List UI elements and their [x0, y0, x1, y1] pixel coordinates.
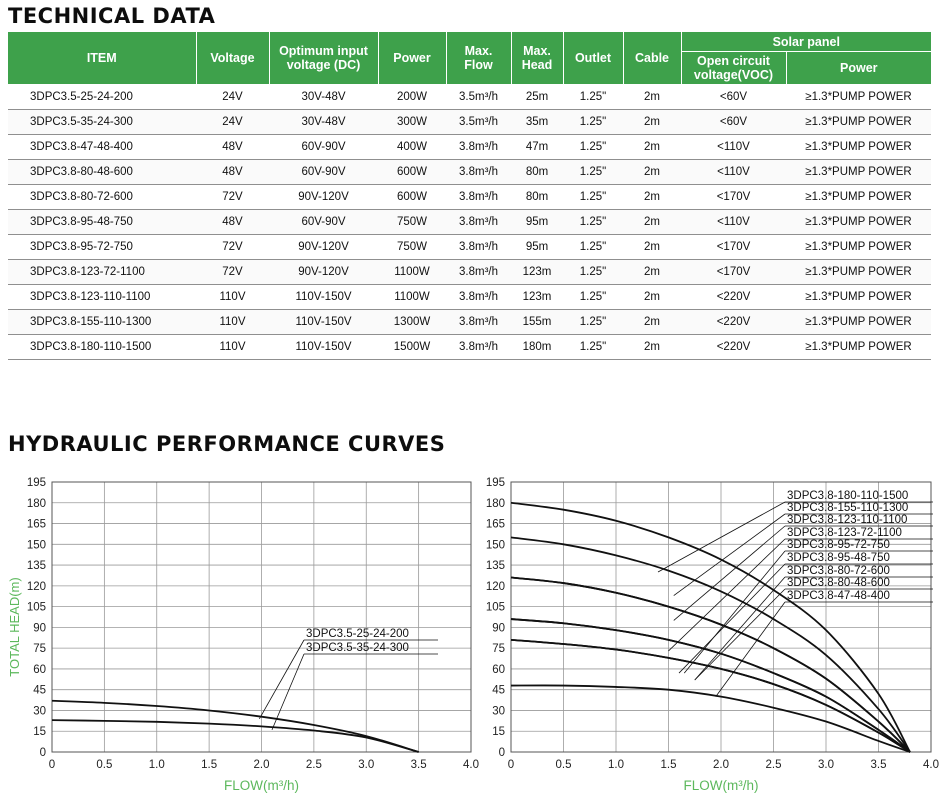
y-tick-label: 180 — [26, 497, 46, 510]
cell-head: 123m — [511, 285, 563, 310]
x-tick-label: 2.5 — [305, 759, 322, 771]
x-axis-title: FLOW(m³/h) — [224, 778, 299, 793]
cell-input: 60V-90V — [269, 135, 378, 160]
cell-flow: 3.8m³/h — [446, 185, 511, 210]
series-label: 3DPC3.5-35-24-300 — [306, 642, 409, 654]
cell-panel: ≥1.3*PUMP POWER — [786, 260, 931, 285]
cell-outlet: 1.25" — [563, 135, 623, 160]
cell-voc: <60V — [681, 85, 786, 110]
y-tick-label: 150 — [26, 539, 46, 552]
table-row — [8, 335, 931, 360]
cell-item: 3DPC3.5-35-24-300 — [8, 110, 196, 135]
cell-power: 600W — [378, 160, 446, 185]
cell-outlet: 1.25" — [563, 160, 623, 185]
cell-item: 3DPC3.8-180-110-1500 — [8, 335, 196, 360]
x-tick-label: 2.0 — [713, 759, 729, 771]
cell-power: 750W — [378, 235, 446, 260]
cell-voltage: 110V — [196, 335, 269, 360]
series-label: 3DPC3.8-155-110-1300 — [787, 502, 909, 514]
table-row — [8, 235, 931, 260]
x-tick-label: 1.0 — [608, 759, 624, 771]
cell-panel: ≥1.3*PUMP POWER — [786, 110, 931, 135]
performance-chart-small — [0, 470, 479, 800]
cell-head: 123m — [511, 260, 563, 285]
cell-outlet: 1.25" — [563, 185, 623, 210]
cell-item: 3DPC3.8-123-110-1100 — [8, 285, 196, 310]
col-header-cable: Cable — [623, 32, 681, 85]
cell-voltage: 72V — [196, 260, 269, 285]
cell-cable: 2m — [623, 235, 681, 260]
series-label: 3DPC3.8-80-48-600 — [787, 577, 890, 589]
cell-panel: ≥1.3*PUMP POWER — [786, 135, 931, 160]
col-header-outlet: Outlet — [563, 32, 623, 85]
cell-voc: <60V — [681, 110, 786, 135]
cell-input: 60V-90V — [269, 210, 378, 235]
cell-voc: <110V — [681, 160, 786, 185]
y-tick-label: 105 — [485, 601, 505, 614]
y-tick-label: 75 — [33, 643, 46, 656]
cell-panel: ≥1.3*PUMP POWER — [786, 185, 931, 210]
cell-head: 95m — [511, 235, 563, 260]
performance-chart-large — [476, 470, 952, 800]
cell-voltage: 24V — [196, 85, 269, 110]
cell-voltage: 48V — [196, 210, 269, 235]
col-header-voltage: Voltage — [196, 32, 269, 85]
cell-flow: 3.8m³/h — [446, 160, 511, 185]
y-tick-label: 60 — [492, 663, 505, 676]
cell-cable: 2m — [623, 85, 681, 110]
y-tick-label: 135 — [26, 560, 46, 573]
cell-panel: ≥1.3*PUMP POWER — [786, 235, 931, 260]
y-tick-label: 105 — [26, 601, 46, 614]
col-header-power: Power — [378, 32, 446, 85]
cell-cable: 2m — [623, 260, 681, 285]
leader-line — [272, 654, 304, 730]
cell-flow: 3.8m³/h — [446, 285, 511, 310]
cell-voc: <170V — [681, 235, 786, 260]
col-header-voc: Open circuit voltage(VOC) — [681, 52, 786, 85]
technical-data-table — [8, 32, 931, 360]
cell-panel: ≥1.3*PUMP POWER — [786, 85, 931, 110]
cell-outlet: 1.25" — [563, 335, 623, 360]
series-label: 3DPC3.8-95-48-750 — [787, 552, 890, 564]
y-tick-label: 165 — [26, 518, 46, 531]
cell-item: 3DPC3.8-95-72-750 — [8, 235, 196, 260]
leader-line — [695, 589, 785, 680]
cell-cable: 2m — [623, 335, 681, 360]
cell-cable: 2m — [623, 185, 681, 210]
curve-3DPC3.8-123-110-1100 — [511, 578, 910, 752]
cell-outlet: 1.25" — [563, 285, 623, 310]
col-header-input-voltage: Optimum input voltage (DC) — [269, 32, 378, 85]
table-row — [8, 310, 931, 335]
y-tick-label: 165 — [485, 518, 505, 531]
cell-item: 3DPC3.8-123-72-1100 — [8, 260, 196, 285]
x-tick-label: 0.5 — [555, 759, 572, 771]
cell-input: 60V-90V — [269, 160, 378, 185]
cell-voltage: 48V — [196, 160, 269, 185]
x-tick-label: 2.5 — [765, 759, 782, 771]
x-tick-label: 3.0 — [818, 759, 834, 771]
curve-3DPC3.8-123-72-1100 — [511, 578, 910, 752]
y-tick-label: 90 — [492, 622, 505, 635]
y-tick-label: 60 — [33, 663, 46, 676]
cell-outlet: 1.25" — [563, 310, 623, 335]
cell-panel: ≥1.3*PUMP POWER — [786, 210, 931, 235]
cell-power: 600W — [378, 185, 446, 210]
cell-panel: ≥1.3*PUMP POWER — [786, 335, 931, 360]
table-row — [8, 260, 931, 285]
y-tick-label: 30 — [33, 705, 46, 718]
cell-voc: <110V — [681, 135, 786, 160]
cell-flow: 3.5m³/h — [446, 110, 511, 135]
leader-line — [684, 551, 785, 673]
cell-input: 90V-120V — [269, 235, 378, 260]
cell-voc: <170V — [681, 185, 786, 210]
curve-3DPC3.8-47-48-400 — [511, 685, 910, 752]
cell-power: 750W — [378, 210, 446, 235]
cell-item: 3DPC3.8-95-48-750 — [8, 210, 196, 235]
y-tick-label: 45 — [492, 684, 505, 697]
table-row — [8, 285, 931, 310]
x-tick-label: 0 — [507, 759, 515, 771]
leader-line — [695, 577, 785, 680]
cell-input: 110V-150V — [269, 285, 378, 310]
cell-power: 200W — [378, 85, 446, 110]
cell-head: 80m — [511, 160, 563, 185]
cell-flow: 3.8m³/h — [446, 260, 511, 285]
cell-power: 1100W — [378, 285, 446, 310]
x-tick-label: 0 — [48, 759, 56, 771]
series-label: 3DPC3.8-123-72-1100 — [787, 527, 902, 539]
cell-voc: <110V — [681, 210, 786, 235]
cell-cable: 2m — [623, 110, 681, 135]
cell-flow: 3.8m³/h — [446, 135, 511, 160]
cell-voltage: 72V — [196, 185, 269, 210]
x-axis-title: FLOW(m³/h) — [683, 778, 759, 793]
cell-flow: 3.8m³/h — [446, 335, 511, 360]
cell-voltage: 110V — [196, 285, 269, 310]
x-tick-label: 3.5 — [870, 759, 887, 771]
cell-input: 30V-48V — [269, 85, 378, 110]
y-tick-label: 45 — [33, 684, 46, 697]
cell-item: 3DPC3.5-25-24-200 — [8, 85, 196, 110]
y-tick-label: 0 — [498, 747, 505, 759]
series-label: 3DPC3.8-80-72-600 — [787, 565, 890, 577]
table-row — [8, 160, 931, 185]
cell-cable: 2m — [623, 210, 681, 235]
cell-voltage: 24V — [196, 110, 269, 135]
table-row — [8, 185, 931, 210]
cell-voltage: 48V — [196, 135, 269, 160]
cell-panel: ≥1.3*PUMP POWER — [786, 160, 931, 185]
cell-flow: 3.5m³/h — [446, 85, 511, 110]
x-tick-label: 1.5 — [660, 759, 677, 771]
col-header-item: ITEM — [8, 32, 196, 85]
cell-head: 47m — [511, 135, 563, 160]
cell-head: 35m — [511, 110, 563, 135]
y-tick-label: 120 — [26, 580, 46, 593]
leader-line — [658, 502, 785, 572]
cell-outlet: 1.25" — [563, 210, 623, 235]
series-label: 3DPC3.8-180-110-1500 — [787, 490, 909, 502]
y-tick-label: 135 — [485, 560, 505, 573]
y-tick-label: 120 — [485, 580, 505, 593]
y-tick-label: 15 — [492, 726, 505, 739]
series-label: 3DPC3.8-47-48-400 — [787, 590, 890, 602]
cell-item: 3DPC3.8-80-48-600 — [8, 160, 196, 185]
series-label: 3DPC3.8-95-72-750 — [787, 539, 890, 551]
cell-power: 300W — [378, 110, 446, 135]
x-tick-label: 0.5 — [96, 759, 113, 771]
cell-panel: ≥1.3*PUMP POWER — [786, 310, 931, 335]
cell-cable: 2m — [623, 285, 681, 310]
cell-outlet: 1.25" — [563, 260, 623, 285]
table-row — [8, 135, 931, 160]
cell-outlet: 1.25" — [563, 85, 623, 110]
leader-line — [669, 539, 786, 651]
cell-item: 3DPC3.8-47-48-400 — [8, 135, 196, 160]
y-tick-label: 150 — [485, 539, 505, 552]
y-tick-label: 30 — [492, 705, 505, 718]
y-tick-label: 180 — [485, 497, 505, 510]
cell-power: 1500W — [378, 335, 446, 360]
cell-flow: 3.8m³/h — [446, 235, 511, 260]
x-tick-label: 3.0 — [358, 759, 375, 771]
cell-item: 3DPC3.8-80-72-600 — [8, 185, 196, 210]
x-tick-label: 4.0 — [463, 759, 479, 771]
y-tick-label: 195 — [485, 477, 505, 489]
series-label: 3DPC3.8-123-110-1100 — [787, 514, 908, 526]
cell-flow: 3.8m³/h — [446, 310, 511, 335]
y-tick-label: 195 — [26, 477, 46, 489]
table-row — [8, 85, 931, 110]
cell-head: 25m — [511, 85, 563, 110]
cell-head: 155m — [511, 310, 563, 335]
y-tick-label: 75 — [492, 643, 505, 656]
cell-head: 95m — [511, 210, 563, 235]
cell-input: 30V-48V — [269, 110, 378, 135]
x-tick-label: 2.0 — [253, 759, 270, 771]
cell-item: 3DPC3.8-155-110-1300 — [8, 310, 196, 335]
cell-outlet: 1.25" — [563, 110, 623, 135]
table-row — [8, 210, 931, 235]
col-header-max-head: Max. Head — [511, 32, 563, 85]
col-header-solar-panel: Solar panel — [681, 32, 931, 52]
col-header-panel-power: Power — [786, 52, 931, 85]
cell-cable: 2m — [623, 310, 681, 335]
curve-3DPC3.5-35-24-300 — [52, 701, 419, 752]
x-tick-label: 1.5 — [201, 759, 218, 771]
y-axis-title: TOTAL HEAD(m) — [7, 577, 22, 677]
cell-input: 110V-150V — [269, 310, 378, 335]
cell-voc: <220V — [681, 310, 786, 335]
cell-voc: <170V — [681, 260, 786, 285]
cell-power: 1100W — [378, 260, 446, 285]
cell-input: 90V-120V — [269, 260, 378, 285]
cell-cable: 2m — [623, 160, 681, 185]
cell-panel: ≥1.3*PUMP POWER — [786, 285, 931, 310]
cell-cable: 2m — [623, 135, 681, 160]
cell-voc: <220V — [681, 335, 786, 360]
cell-input: 90V-120V — [269, 185, 378, 210]
cell-head: 80m — [511, 185, 563, 210]
y-tick-label: 90 — [33, 622, 46, 635]
cell-input: 110V-150V — [269, 335, 378, 360]
y-tick-label: 15 — [33, 726, 46, 739]
cell-voc: <220V — [681, 285, 786, 310]
col-header-max-flow: Max. Flow — [446, 32, 511, 85]
x-tick-label: 3.5 — [410, 759, 427, 771]
cell-power: 1300W — [378, 310, 446, 335]
technical-data-heading: TECHNICAL DATA — [8, 4, 216, 28]
y-tick-label: 0 — [39, 747, 46, 759]
series-label: 3DPC3.5-25-24-200 — [306, 628, 409, 640]
cell-head: 180m — [511, 335, 563, 360]
cell-voltage: 72V — [196, 235, 269, 260]
cell-voltage: 110V — [196, 310, 269, 335]
cell-flow: 3.8m³/h — [446, 210, 511, 235]
table-row — [8, 110, 931, 135]
hydraulic-curves-heading: HYDRAULIC PERFORMANCE CURVES — [8, 432, 446, 456]
x-tick-label: 4.0 — [923, 759, 939, 771]
cell-power: 400W — [378, 135, 446, 160]
x-tick-label: 1.0 — [148, 759, 165, 771]
cell-outlet: 1.25" — [563, 235, 623, 260]
